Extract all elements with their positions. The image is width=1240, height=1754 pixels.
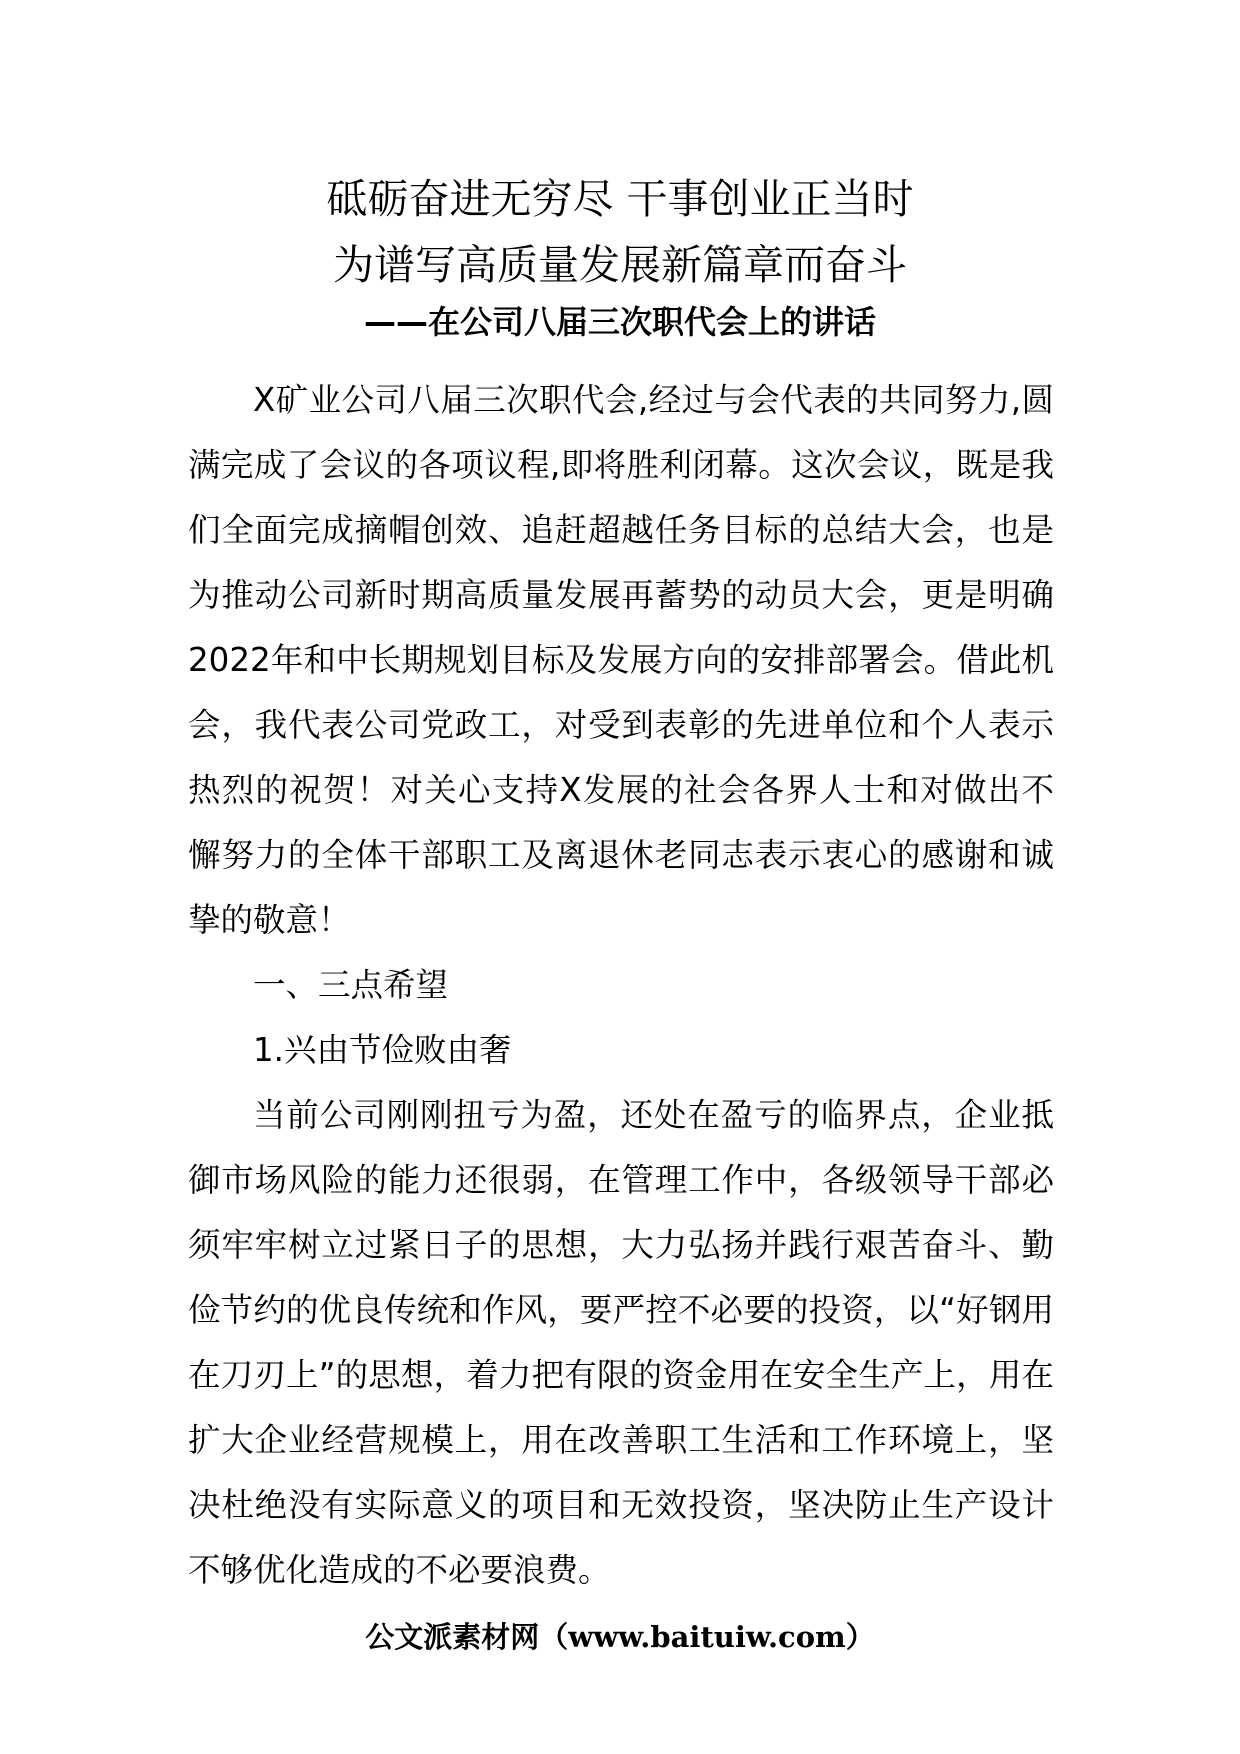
document-body (188, 368, 1054, 1603)
document-title-line-1: 砥砺奋进无穷尽 干事创业正当时 (326, 175, 914, 223)
footer-watermark: 公文派素材网（www.baituiw.com） (365, 1620, 875, 1654)
section-heading: 一、三点希望 (253, 966, 449, 1004)
intro-paragraph: X矿业公司八届三次职代会,经过与会代表的共同努力,圆满完成了会议的各项议程,即将胜利闭幕。这次会议，既是我们全面完成摘帽创效、追赶超越任务目标的总结大会，也是为推动公司新时期高质量发展再蓄势的动员大会，更是明确2022年和中长期规划目标及发展方向的安排部署会。借此机会，我代表公司党政工，对受到表彰的先进单位和个人表示热烈的祝贺！对关心支持X发展的社会各界人士和对做出不懈努力的全体干部职工及离退休老同志表示衷心的感谢和诚挚的敬意！ (188, 381, 1054, 939)
subsection-heading: 1.兴由节俭败由奢 (253, 1031, 512, 1069)
subsection-paragraph: 当前公司刚刚扭亏为盈，还处在盈亏的临界点，企业抵御市场风险的能力还很弱，在管理工作中，各级领导干部必须牢牢树立过紧日子的思想，大力弘扬并践行艰苦奋斗、勤俭节约的优良传统和作风，要严控不必要的投资，以“好钢用在刀刃上”的思想，着力把有限的资金用在安全生产上，用在扩大企业经营规模上，用在改善职工生活和工作环境上，坚决杜绝没有实际意义的项目和无效投资，坚决防止生产设计不够优化造成的不必要浪费。 (188, 1096, 1054, 1589)
document-subtitle: ——在公司八届三次职代会上的讲话 (363, 303, 876, 341)
document-title-line-2: 为谱写高质量发展新篇章而奋斗 (333, 241, 907, 289)
